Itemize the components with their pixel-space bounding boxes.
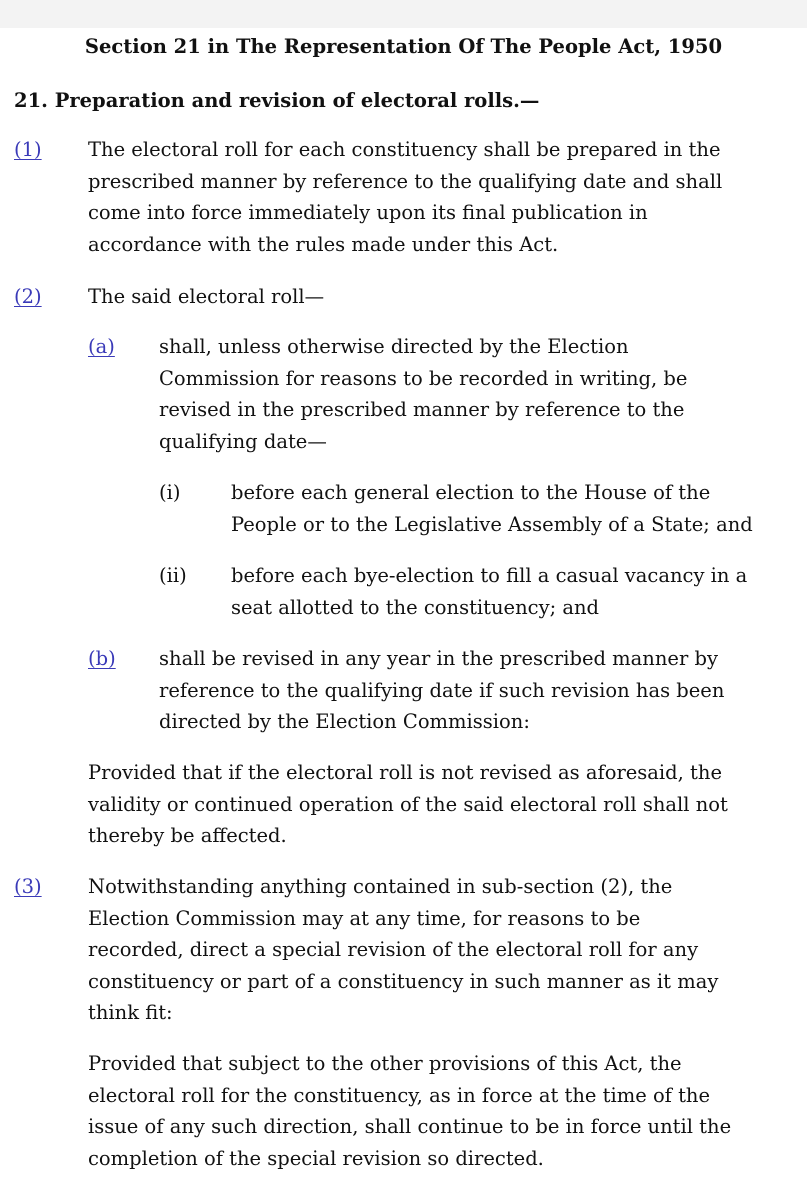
subsection-2-text (88, 281, 324, 313)
text-line: shall, unless otherwise directed by the Election (159, 335, 629, 358)
text-line: issue of any such direction, shall continue to be in force until the (88, 1115, 732, 1139)
text-line: Commission for reasons to be recorded in writing, be (159, 366, 688, 390)
text-line: directed by the Election Commission: (159, 710, 530, 734)
text-line: revised in the prescribed manner by reference to the (159, 398, 685, 422)
subsection-1-text (88, 134, 722, 260)
text-line: qualifying date— (159, 429, 327, 453)
subsection-3-text (88, 871, 718, 1029)
subsection-3-link[interactable]: (3) (14, 875, 42, 898)
text-line: prescribed manner by reference to the qualifying date and shall (88, 169, 723, 193)
text-line: accordance with the rules made under this Act. (88, 232, 559, 256)
text-line: reference to the qualifying date if such revision has been (159, 678, 725, 702)
text-line: The said electoral roll— (88, 285, 325, 308)
text-line: seat allotted to the constituency; and (231, 595, 600, 619)
clause-a-link[interactable]: (a) (88, 335, 115, 358)
text-line: Election Commission may at any time, for reasons to be (88, 906, 641, 930)
text-line: Provided that if the electoral roll is not revised as aforesaid, the (88, 761, 722, 784)
item-i-text (231, 477, 753, 540)
clause-a-text (159, 331, 687, 457)
text-line: completion of the special revision so directed. (88, 1146, 544, 1170)
clause-b-link[interactable]: (b) (88, 647, 116, 670)
item-ii-marker: (ii) (159, 564, 187, 587)
text-line: think fit: (88, 1001, 173, 1025)
text-line: constituency or part of a constituency in such manner as it may (88, 969, 719, 993)
text-line: shall be revised in any year in the prescribed manner by (159, 647, 718, 670)
text-line: validity or continued operation of the said electoral roll shall not (88, 792, 728, 816)
text-line: before each bye-election to fill a casual vacancy in a (231, 564, 748, 587)
text-line: come into force immediately upon its final publication in (88, 201, 648, 225)
text-line: Provided that subject to the other provisions of this Act, the (88, 1052, 682, 1075)
text-line: before each general election to the House of the (231, 481, 711, 504)
text-line: recorded, direct a special revision of the electoral roll for any (88, 938, 699, 962)
subsection-3-proviso (88, 1048, 731, 1174)
document-title: Section 21 in The Representation Of The People Act, 1950 (84, 35, 723, 58)
clause-b-text (159, 643, 724, 738)
text-line: Notwithstanding anything contained in sub-section (2), the (88, 875, 673, 898)
text-line: electoral roll for the constituency, as in force at the time of the (88, 1083, 711, 1107)
subsection-2-proviso (88, 757, 728, 852)
section-heading: 21. Preparation and revision of electoral rolls.— (14, 89, 540, 112)
item-i-marker: (i) (159, 481, 181, 504)
subsection-1-link[interactable]: (1) (14, 138, 42, 161)
top-toolbar-strip (0, 0, 807, 28)
text-line: The electoral roll for each constituency shall be prepared in the (88, 138, 721, 161)
text-line: thereby be affected. (88, 824, 287, 848)
item-ii-text (231, 560, 747, 623)
text-line: People or to the Legislative Assembly of a State; and (231, 512, 753, 536)
subsection-2-link[interactable]: (2) (14, 285, 42, 308)
